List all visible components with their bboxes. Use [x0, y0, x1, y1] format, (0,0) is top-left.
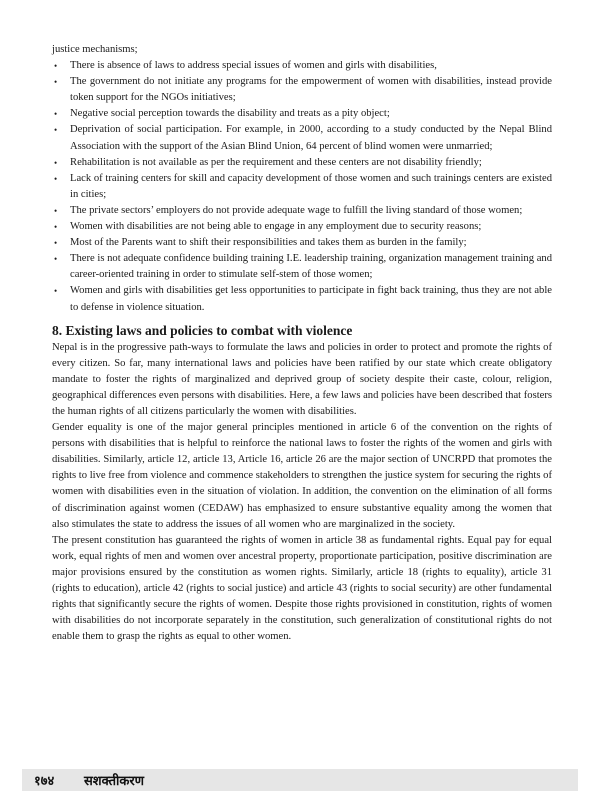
bullet-icon: •	[54, 286, 58, 297]
page-number: १७४	[34, 774, 55, 789]
section-heading: 8. Existing laws and policies to combat with violence	[52, 322, 353, 338]
list-item-text: Rehabilitation is not available as per the requirement and these centers are not disability friendly;	[70, 156, 482, 168]
running-title: सशक्तीकरण	[84, 774, 145, 789]
list-item	[52, 58, 552, 74]
list-item	[52, 203, 552, 219]
list-item	[52, 283, 552, 315]
list-item-text: The government do not initiate any programs for the empowerment of women with disabilities, instead provide token support for the NGOs initiatives;	[70, 76, 552, 104]
list-item	[52, 106, 552, 122]
body-paragraph: Nepal is in the progressive path-ways to formulate the laws and policies in order to protect and promote the rights of every citizen. So far, many international laws and policies have been ratified by our state which create obligatory mandate to foster the rights of marginalized and deprived group of society despite their caste, colour, religion, geographical differences even persons with disabilities. Here, a few laws and policies have been described that fosters the human rights of all citizens particularly the women with disabilities.	[52, 341, 552, 417]
bullet-icon: •	[54, 173, 58, 184]
bullet-icon: •	[54, 109, 58, 120]
page-body	[52, 42, 552, 645]
list-item-text: There is absence of laws to address special issues of women and girls with disabilities,	[70, 60, 437, 72]
list-item-text: The private sectors’ employers do not provide adequate wage to fulfill the living standard of those women;	[70, 204, 523, 216]
list-item	[52, 74, 552, 106]
list-item-text: Deprivation of social participation. For example, in 2000, according to a study conducted by the Nepal Blind Association with the support of the Asian Blind Union, 64 percent of blind women were unmarried;	[70, 124, 552, 152]
list-item	[52, 219, 552, 235]
list-item-text: Most of the Parents want to shift their responsibilities and takes them as burden in the family;	[70, 237, 467, 249]
list-item	[52, 251, 552, 283]
bullet-icon: •	[54, 77, 58, 88]
bullet-icon: •	[54, 238, 58, 249]
list-item-text: There is not adequate confidence building training I.E. leadership training, organization management training and career-oriented training in order to stimulate self-stem of those women;	[70, 253, 552, 281]
bullet-icon: •	[54, 61, 58, 72]
bullet-icon: •	[54, 157, 58, 168]
body-paragraph: The present constitution has guaranteed the rights of women in article 38 as fundamental rights. Equal pay for equal work, equal rights of men and women over ancestral property, proportionate participation, positive discrimination are major provisions ensured by the constitution as women rights. Similarly, article 18 (rights to equality), article 31 (rights to education), article 42 (rights to social justice) and article 43 (rights to social security) are other fundamental rights that significantly secure the rights of women. Despite those rights provisioned in constitution, rights of women with disabilities do not incorporate separately in the constitution, such generalization of constitutional rights do not enable them to grasp the rights as equal to other women.	[52, 534, 552, 643]
list-item-text: Negative social perception towards the disability and treats as a pity object;	[70, 108, 390, 120]
bullet-icon: •	[54, 254, 58, 265]
list-item-text: Women with disabilities are not being able to engage in any employment due to security reasons;	[70, 221, 482, 233]
list-continuation-text: justice mechanisms;	[52, 44, 138, 55]
list-item	[52, 155, 552, 171]
list-item	[52, 122, 552, 154]
bullet-icon: •	[54, 125, 58, 136]
bullet-icon: •	[54, 222, 58, 233]
body-paragraph: Gender equality is one of the major general principles mentioned in article 6 of the convention on the rights of persons with disabilities that is helpful to reinforce the national laws to foster the rights of the women and girls with disabilities. Similarly, article 12, article 13, Article 16, article 26 are the major section of UNCRPD that promotes the rights to live free from violence and commence stakeholders to strengthen the justice system for securing the rights of women with disabilities even in the situation of violation. In addition, the convention on the elimination of all forms of discrimination against women (CEDAW) has emphasized to ensure substantive equality among the women that also stimulates the state to address the issues of all women who are marginalized in the society.	[52, 422, 552, 530]
bullet-icon: •	[54, 205, 58, 216]
list-item-text: Women and girls with disabilities get less opportunities to participate in fight back training, thus they are not able to defense in violence situation.	[70, 285, 552, 313]
list-item	[52, 235, 552, 251]
bullet-list	[52, 58, 552, 316]
list-item	[52, 171, 552, 203]
list-item-text: Lack of training centers for skill and capacity development of those women and such trainings centers are existed in cities;	[70, 172, 552, 200]
